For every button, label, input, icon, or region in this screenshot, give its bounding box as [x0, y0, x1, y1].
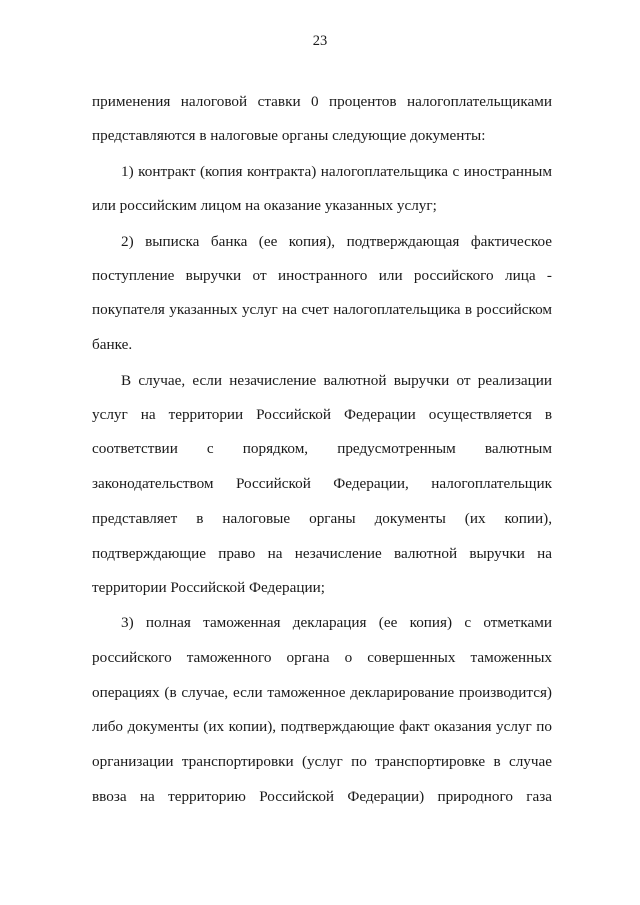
text-line: ввоза на территорию Российской Федерации) природного газа [92, 788, 552, 805]
page-number: 23 [312, 33, 328, 49]
text-line: 1) контракт (копия контракта) налогоплательщика с иностранным [121, 163, 552, 180]
text-line: покупателя указанных услуг на счет налогоплательщика в российском [92, 301, 552, 318]
text-line: соответствии с порядком, предусмотренным валютным [92, 440, 552, 457]
text-line: банке. [92, 336, 133, 353]
text-line: или российским лицом на оказание указанных услуг; [92, 197, 437, 214]
text-line: В случае, если незачисление валютной выручки от реализации [121, 372, 552, 389]
text-line: 3) полная таможенная декларация (ее копия) с отметками [121, 614, 552, 631]
text-line: поступление выручки от иностранного или российского лица - [92, 267, 552, 284]
text-line: операциях (в случае, если таможенное декларирование производится) [92, 684, 552, 701]
text-line: законодательством Российской Федерации, налогоплательщик [92, 475, 552, 492]
text-line: 2) выписка банка (ее копия), подтверждающая фактическое [121, 233, 552, 250]
text-line: территории Российской Федерации; [92, 579, 325, 596]
text-line: представляются в налоговые органы следующие документы: [92, 127, 486, 144]
text-line: применения налоговой ставки 0 процентов налогоплательщиками [92, 93, 552, 110]
text-line: российского таможенного органа о совершенных таможенных [92, 649, 552, 666]
text-line: либо документы (их копии), подтверждающие факт оказания услуг по [92, 718, 552, 735]
text-line: услуг на территории Российской Федерации осуществляется в [92, 406, 552, 423]
text-line: подтверждающие право на незачисление валютной выручки на [92, 545, 552, 562]
text-line: организации транспортировки (услуг по транспортировке в случае [92, 753, 552, 770]
text-line: представляет в налоговые органы документы (их копии), [92, 510, 552, 527]
